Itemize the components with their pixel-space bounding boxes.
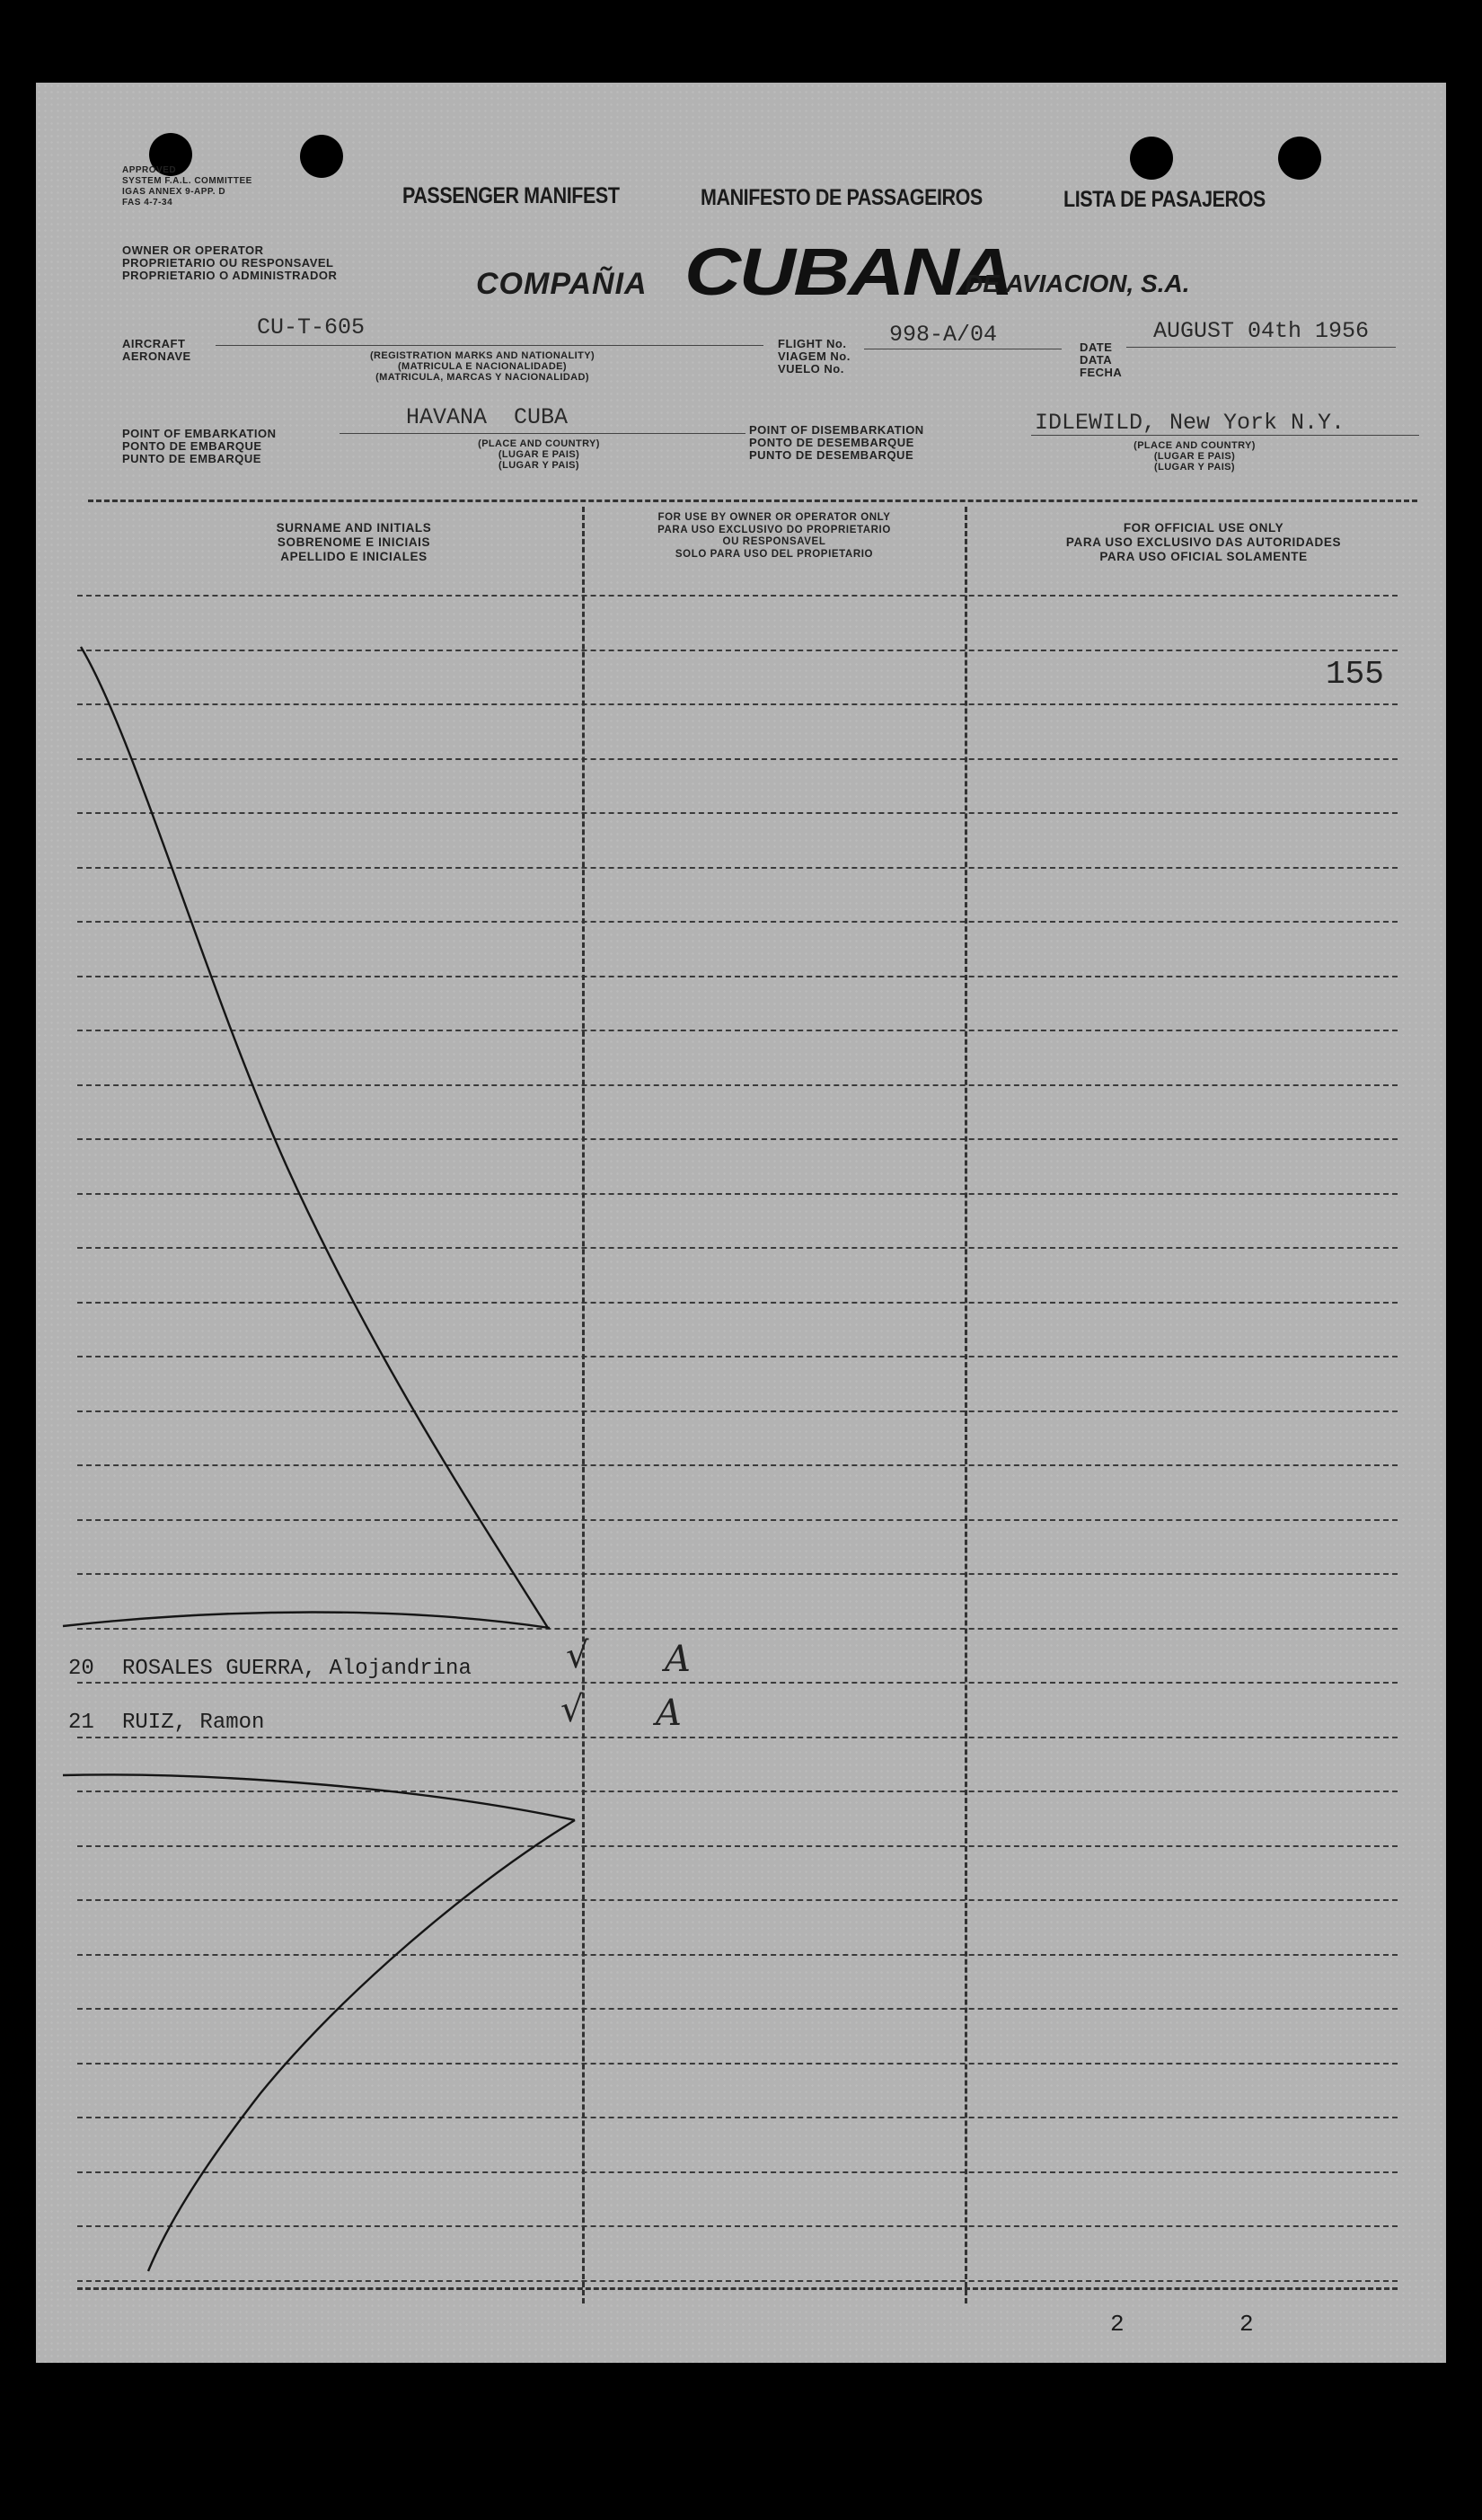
column-header-owner-line-1: FOR USE BY OWNER OR OPERATOR ONLY bbox=[657, 512, 891, 523]
footer-mark-right: 2 bbox=[1239, 2311, 1254, 2338]
ruled-line bbox=[77, 1573, 1398, 1575]
ruled-line bbox=[77, 1410, 1398, 1412]
approval-block bbox=[122, 165, 252, 208]
column-header-official-line-3: PARA USO OFICIAL SOLAMENTE bbox=[1099, 550, 1308, 563]
ruled-line bbox=[77, 867, 1398, 869]
embarkation-caption-line-1: (PLACE AND COUNTRY) bbox=[478, 438, 600, 449]
company-name: CUBANA bbox=[684, 234, 1012, 309]
disembarkation-caption-line-2: (LUGAR E PAIS) bbox=[1153, 451, 1236, 462]
company-suffix: DE AVIACION, S.A. bbox=[965, 270, 1190, 297]
ruled-line bbox=[77, 1247, 1398, 1249]
ruled-line bbox=[77, 2171, 1398, 2173]
table-bottom-rule bbox=[77, 2287, 1398, 2290]
footer-mark-left: 2 bbox=[1110, 2311, 1125, 2338]
disembarkation-label-line-2: PONTO DE DESEMBARQUE bbox=[749, 436, 914, 449]
disembarkation-label-line-3: PUNTO DE DESEMBARQUE bbox=[749, 448, 914, 462]
passenger-code: A bbox=[656, 1693, 682, 1734]
column-header-surname-line-1: SURNAME AND INITIALS bbox=[276, 521, 432, 535]
disembarkation-underline bbox=[1031, 435, 1419, 436]
ruled-line bbox=[77, 2063, 1398, 2065]
passenger-name: ROSALES GUERRA, Alojandrina bbox=[122, 1657, 472, 1681]
embarkation-value: HAVANA CUBA bbox=[406, 404, 569, 430]
passenger-code: A bbox=[665, 1639, 691, 1680]
ruled-line bbox=[77, 812, 1398, 814]
date-underline bbox=[1126, 347, 1396, 348]
aircraft-caption-line-2: (MATRICULA E NACIONALIDADE) bbox=[397, 361, 567, 372]
column-header-owner-line-4: SOLO PARA USO DEL PROPIETARIO bbox=[675, 548, 874, 560]
ruled-line bbox=[77, 976, 1398, 977]
column-divider-1 bbox=[582, 507, 585, 2303]
aircraft-label bbox=[122, 338, 191, 363]
ruled-line bbox=[77, 2225, 1398, 2227]
ruled-line bbox=[77, 1899, 1398, 1901]
punch-hole-3 bbox=[1130, 137, 1173, 180]
ruled-line bbox=[77, 2117, 1398, 2118]
aircraft-label-line-1: AIRCRAFT bbox=[122, 337, 186, 350]
ruled-line bbox=[77, 650, 1398, 651]
column-header-official-use bbox=[979, 521, 1428, 564]
manifest-sheet bbox=[36, 83, 1446, 2363]
ruled-line bbox=[77, 1193, 1398, 1195]
disembarkation-caption bbox=[1105, 440, 1284, 473]
column-header-official-line-1: FOR OFFICIAL USE ONLY bbox=[1123, 521, 1284, 535]
title-spanish: LISTA DE PASAJEROS bbox=[1063, 187, 1266, 212]
ruled-line bbox=[77, 1954, 1398, 1956]
title-english: PASSENGER MANIFEST bbox=[402, 183, 620, 208]
column-header-surname-line-2: SOBRENOME E INICIAIS bbox=[277, 535, 431, 549]
page-number: 155 bbox=[1326, 656, 1384, 693]
embarkation-caption-line-3: (LUGAR Y PAIS) bbox=[498, 460, 579, 471]
ruled-line bbox=[77, 1084, 1398, 1086]
owner-label-line-2: PROPRIETARIO OU RESPONSAVEL bbox=[122, 256, 334, 270]
ruled-line bbox=[77, 1302, 1398, 1304]
owner-label-line-1: OWNER OR OPERATOR bbox=[122, 243, 264, 257]
passenger-number: 21 bbox=[68, 1711, 94, 1735]
disembarkation-caption-line-3: (LUGAR Y PAIS) bbox=[1154, 462, 1235, 473]
disembarkation-value: IDLEWILD, New York N.Y. bbox=[1035, 410, 1345, 436]
owner-label bbox=[122, 244, 337, 282]
passenger-name: RUIZ, Ramon bbox=[122, 1711, 265, 1735]
flight-value: 998-A/04 bbox=[889, 322, 998, 348]
ruled-line bbox=[77, 1791, 1398, 1792]
flight-label-line-2: VIAGEM No. bbox=[778, 349, 851, 363]
date-value: AUGUST 04th 1956 bbox=[1153, 318, 1370, 344]
embarkation-caption bbox=[449, 438, 629, 471]
aircraft-caption bbox=[334, 350, 631, 383]
company-prefix: COMPAÑIA bbox=[476, 267, 648, 301]
owner-label-line-3: PROPRIETARIO O ADMINISTRADOR bbox=[122, 269, 338, 282]
disembarkation-label bbox=[749, 424, 924, 462]
column-header-owner-use bbox=[586, 512, 963, 561]
flight-label-line-1: FLIGHT No. bbox=[778, 337, 847, 350]
ruled-line bbox=[77, 1356, 1398, 1357]
ruled-line bbox=[77, 1737, 1398, 1738]
flight-label-line-3: VUELO No. bbox=[778, 362, 844, 376]
embarkation-label bbox=[122, 428, 277, 465]
column-header-surname bbox=[93, 521, 614, 564]
ruled-line bbox=[77, 595, 1398, 597]
ruled-line bbox=[77, 1628, 1398, 1630]
approval-line-2: SYSTEM F.A.L. COMMITTEE bbox=[122, 176, 252, 186]
embarkation-underline bbox=[340, 433, 745, 434]
embarkation-label-line-3: PUNTO DE EMBARQUE bbox=[122, 452, 261, 465]
ruled-line bbox=[77, 1845, 1398, 1847]
aircraft-value: CU-T-605 bbox=[257, 314, 366, 340]
ruled-line bbox=[77, 1519, 1398, 1521]
aircraft-caption-line-3: (MATRICULA, MARCAS Y NACIONALIDAD) bbox=[375, 372, 589, 383]
ruled-line bbox=[77, 1030, 1398, 1031]
column-header-owner-line-2: PARA USO EXCLUSIVO DO PROPRIETARIO bbox=[657, 524, 891, 535]
flight-label bbox=[778, 338, 851, 376]
column-divider-2 bbox=[965, 507, 967, 2303]
embarkation-label-line-2: PONTO DE EMBARQUE bbox=[122, 439, 262, 453]
approval-line-4: FAS 4-7-34 bbox=[122, 198, 173, 208]
date-label bbox=[1080, 341, 1122, 379]
ruled-line bbox=[77, 921, 1398, 923]
ruled-line bbox=[77, 1464, 1398, 1466]
date-label-line-1: DATE bbox=[1080, 340, 1113, 354]
aircraft-caption-line-1: (REGISTRATION MARKS AND NATIONALITY) bbox=[369, 350, 595, 361]
passenger-check-mark: √ bbox=[560, 1689, 584, 1730]
embarkation-caption-line-2: (LUGAR E PAIS) bbox=[498, 449, 580, 460]
ruled-line bbox=[77, 2008, 1398, 2010]
aircraft-underline bbox=[216, 345, 763, 346]
date-label-line-3: FECHA bbox=[1080, 366, 1123, 379]
table-top-rule bbox=[88, 500, 1417, 502]
column-header-surname-line-3: APELLIDO E INICIALES bbox=[280, 550, 428, 563]
approval-line-1: APPROVED bbox=[122, 165, 177, 175]
passenger-number: 20 bbox=[68, 1657, 94, 1681]
ruled-line bbox=[77, 2280, 1398, 2282]
ruled-line bbox=[77, 1138, 1398, 1140]
disembarkation-label-line-1: POINT OF DISEMBARKATION bbox=[749, 423, 924, 437]
ruled-line bbox=[77, 758, 1398, 760]
aircraft-label-line-2: AERONAVE bbox=[122, 349, 191, 363]
embarkation-label-line-1: POINT OF EMBARKATION bbox=[122, 427, 277, 440]
punch-hole-2 bbox=[300, 135, 343, 178]
ruled-line bbox=[77, 703, 1398, 705]
ruled-line bbox=[77, 1682, 1398, 1684]
punch-hole-4 bbox=[1278, 137, 1321, 180]
title-portuguese: MANIFESTO DE PASSAGEIROS bbox=[701, 185, 983, 210]
approval-line-3: IGAS ANNEX 9-APP. D bbox=[122, 187, 226, 197]
disembarkation-caption-line-1: (PLACE AND COUNTRY) bbox=[1134, 440, 1256, 451]
passenger-check-mark: √ bbox=[566, 1635, 589, 1676]
column-header-owner-line-3: OU RESPONSAVEL bbox=[722, 536, 826, 547]
date-label-line-2: DATA bbox=[1080, 353, 1113, 367]
column-header-official-line-2: PARA USO EXCLUSIVO DAS AUTORIDADES bbox=[1065, 535, 1342, 549]
